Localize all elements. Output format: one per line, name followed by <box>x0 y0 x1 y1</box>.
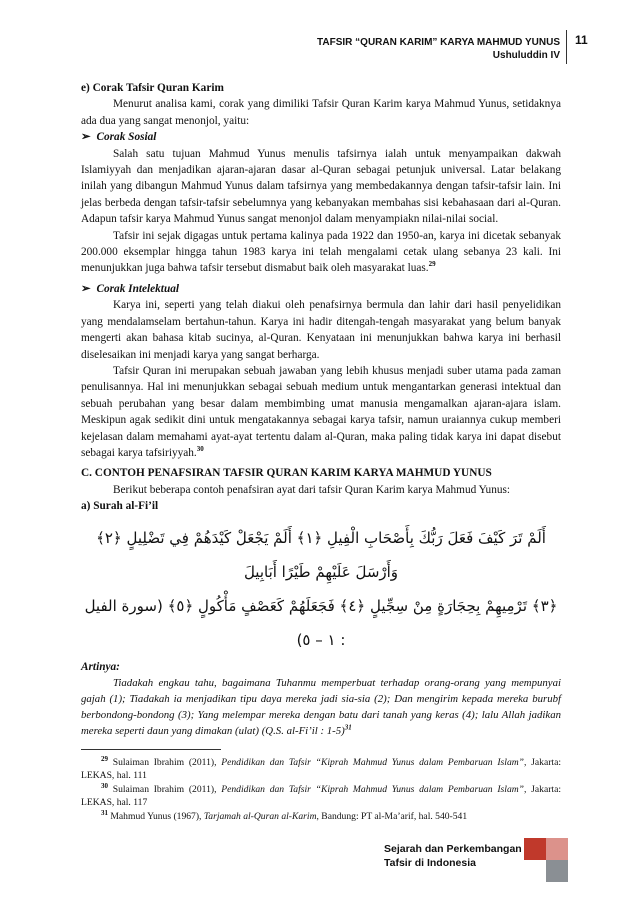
corak-sosial-title: Corak Sosial <box>96 131 157 144</box>
translation-text <box>81 675 561 739</box>
footer-decoration-red-small <box>546 838 568 860</box>
footnote-text: Sulaiman Ibrahim (2011), <box>108 756 222 768</box>
footnote-text: Mahmud Yunus (1967), <box>108 810 204 822</box>
footnote-30 <box>81 783 561 810</box>
artinya-label: Artinya: <box>81 660 120 673</box>
corak-intelektual-paragraph-1: Karya ini, seperti yang telah diakui oleh penafsirnya bermula dan lahir dari hasil penyelidikan yang mendalamselam bertahun-tahun. Karya ini hadir ditengah-tengah masyarakat yang belum banyak mengerti akan bahasa kitab sucinya, al-Quran. Kenyataan ini menunjukkan bahwa karya ini berhasil diselesaikan ini menjadi karya yang sangat berharga. <box>81 299 561 361</box>
footnote-ref-29: 29 <box>428 260 436 269</box>
header-title: TAFSIR “QURAN KARIM” KARYA MAHMUD YUNUS <box>317 37 560 48</box>
footnote-31 <box>81 810 561 824</box>
footnote-separator <box>81 749 221 750</box>
footnote-number: 29 <box>101 754 108 763</box>
footer-line-1: Sejarah dan Perkembangan <box>384 843 522 855</box>
footnote-text: , Bandung: PT al-Ma’arif, hal. 540-541 <box>316 810 468 822</box>
header-subtitle: Ushuluddin IV <box>492 50 560 61</box>
footnote-number: 31 <box>101 808 108 817</box>
arabic-verses <box>81 521 561 657</box>
corak-intelektual-title: Corak Intelektual <box>96 282 180 295</box>
corak-intelektual-paragraph-2-text: Tafsir Quran ini merupakan sebuah jawaban yang lebih khusus menjadi suber utama pada zaman penulisannya. Hal ini menunjukkan sebagai sebuah medium untuk mengantarkan generasi intektual dan sebuah perubahan yang besar dalam membimbing umat manusia mengamalkan ajaran-ajara islam. Meskipun agak sedikit dini untuk mengatakannya sebagai karya tafsir, namun uraiannya cukup memberi kejelasan dalam memahami ayat-ayat tertentu dalam al-Quran, maka paling tidak karya ini dapat disebut sebagai karya tafsiriyyah. <box>81 364 561 459</box>
section-c-intro: Berikut beberapa contoh penafsiran ayat dari tafsir Quran Karim karya Mahmud Yunus: <box>113 483 511 496</box>
translation-body: Tiadakah engkau tahu, bagaimana Tuhanmu memperbuat terhadap orang-orang yang mempunyai gajah (1); Tiadakah ia menjadikan tipu daya mereka jadi sia-sia (2); Dan mengirim kepada mereka burubf berbondong-bondong (3); Yang melempar mereka dengan batu dari tanah yang keras (4); lalu Allah jadikan mereka seperti daun yang dimakan (ulat) (Q.S. al-Fi’il : 1-5) <box>81 676 561 737</box>
page-number: 11 <box>566 30 588 64</box>
footnote-text: , Jakarta: LEKAS, hal. 117 <box>81 783 561 809</box>
arrow-bullet-icon: ➢ <box>81 131 91 144</box>
footer-decoration-red <box>524 838 546 860</box>
section-e-intro: Menurut analisa kami, corak yang dimiliki Tafsir Quran Karim karya Mahmud Yunus, setidaknya ada dua yang sangat menonjol, yaitu: <box>81 98 561 127</box>
footnotes <box>81 756 561 824</box>
corak-intelektual-paragraph-2 <box>81 363 561 461</box>
bullet-corak-intelektual <box>81 281 561 297</box>
footnote-text: Sulaiman Ibrahim (2011), <box>108 783 222 795</box>
footer-title <box>384 842 522 870</box>
footer-line-2: Tafsir di Indonesia <box>384 857 476 869</box>
footer-decoration-grey <box>546 860 568 882</box>
footnote-title: Pendidikan dan Tafsir “Kiprah Mahmud Yunus dalam Pembaruan Islam” <box>221 783 525 795</box>
surah-heading: a) Surah al-Fi’il <box>81 500 159 513</box>
corak-sosial-paragraph-2-text: Tafsir ini sejak digagas untuk pertama kalinya pada 1922 dan 1950-an, karya ini dicetak sebanyak 200.000 eksemplar hingga tahun 1983 karya ini telah mengalami cetak ulang sebanya 23 kali. Ini menunjukkan juga bahwa tafsir tersebut dismabut baik oleh masyarakat luas. <box>81 229 561 275</box>
footnote-29 <box>81 756 561 783</box>
footnote-title: Pendidikan dan Tafsir “Kiprah Mahmud Yunus dalam Pembaruan Islam” <box>221 756 525 768</box>
bullet-corak-sosial <box>81 129 561 145</box>
corak-sosial-paragraph-2 <box>81 228 561 277</box>
corak-sosial-paragraph-1: Salah satu tujuan Mahmud Yunus menulis tafsirnya ialah untuk menyampaikan dakwah Islamiyyah dan menjadikan ajaran-ajaran dasar al-Quran sebagai petunjuk universal. Latar belakang inilah yang dibangun Mahmud Yunus dalam tafsirnya yang membedakannya dengan tafsir-tafsir lain. Ini jelas berbeda dengan tafsir-tafsir sebelumnya yang kebanyakan membahas sisi kebahasaan dari al-Quran. Adapun tafsir karya Mahmud Yunus sangat menonjol dalam menyampiakn nilai-nilai social. <box>81 147 561 226</box>
footnote-ref-31: 31 <box>344 723 352 732</box>
footnote-number: 30 <box>101 781 108 790</box>
arrow-bullet-icon: ➢ <box>81 282 91 295</box>
footnote-text: , Jakarta: LEKAS, hal. 111 <box>81 756 561 782</box>
arabic-line-1: أَلَمْ تَرَ كَيْفَ فَعَلَ رَبُّكَ بِأَصْحَابِ الْفِيلِ ﴿١﴾ أَلَمْ يَجْعَلْ كَيْدَهُمْ فِي تَضْلِيلٍ ﴿٢﴾ وَأَرْسَلَ عَلَيْهِمْ طَيْرًا أَبَابِيلَ <box>96 528 546 581</box>
footnote-title: Tarjamah al-Quran al-Karim <box>203 810 317 822</box>
arabic-line-2: ﴿٣﴾ تَرْمِيهِمْ بِحِجَارَةٍ مِنْ سِجِّيلٍ ﴿٤﴾ فَجَعَلَهُمْ كَعَصْفٍ مَأْكُولٍ ﴿٥﴾ (سورة الفيل : ١ – ٥) <box>84 596 558 649</box>
section-c-heading: C. CONTOH PENAFSIRAN TAFSIR QURAN KARIM KARYA MAHMUD YUNUS <box>81 467 492 480</box>
running-header <box>317 36 560 62</box>
section-e-heading: e) Corak Tafsir Quran Karim <box>81 82 224 94</box>
footnote-ref-30: 30 <box>196 445 204 454</box>
page-body <box>81 80 561 823</box>
